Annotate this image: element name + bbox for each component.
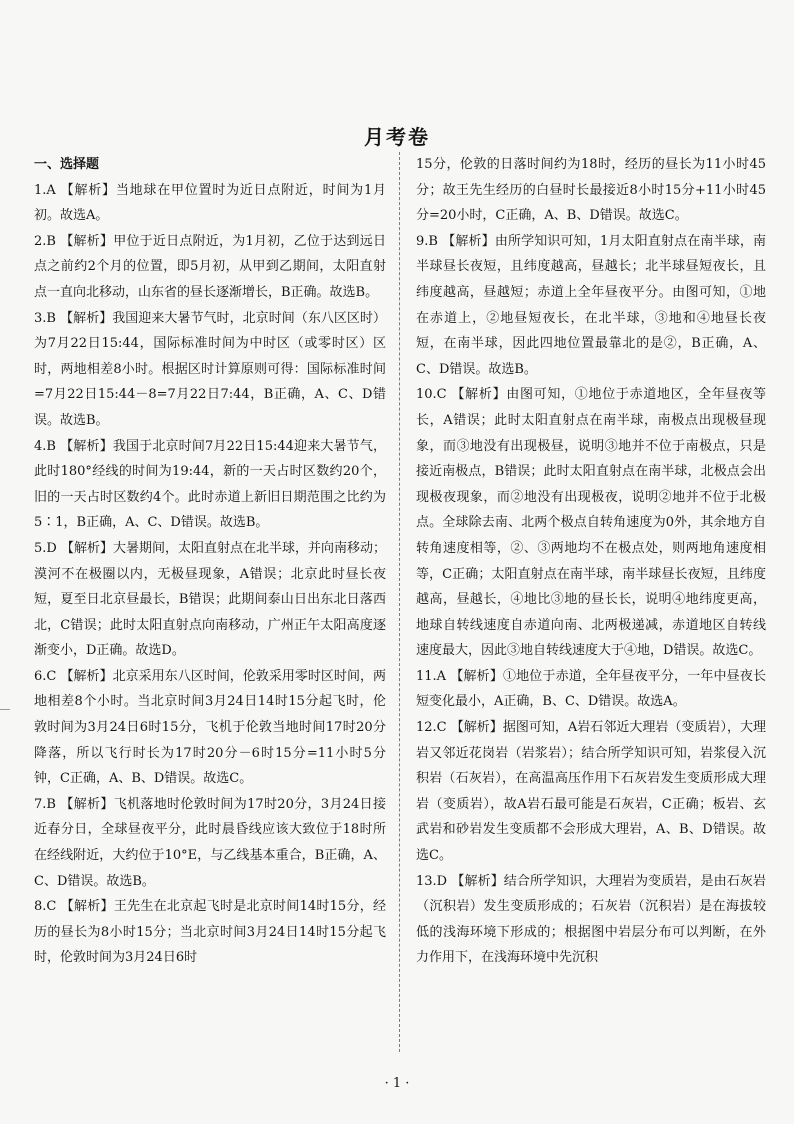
question-10: 10.C 【解析】由图可知，①地位于赤道地区，全年昼夜等长，A错误；此时太阳直射点在南半球，南极点出现极昼现象，而③地没有出现极昼，说明③地并不位于南极点，只是接近南极点，B错误；此时太阳直射点在南半球，北极点会出现极夜现象，而②地没有出现极夜，说明②地并不位于北极点。全球除去南、北两个极点自转角速度为0外，其余地方自转角速度相等，②、③两地均不在极点处，则两地角速度相等，C正确；太阳直射点在南半球，南半球昼长夜短，且纬度越高，昼越长，④地比③地的昼长长，说明④地纬度更高，地球自转线速度自赤道向南、北两极递减，赤道地区自转线速度最大，因此③地自转线速度大于④地，D错误。故选C。	[416, 387, 766, 659]
question-2: 2.B 【解析】甲位于近日点附近，为1月初，乙位于达到远日点之前约2个月的位置，即5月初，从甲到乙期间，太阳直射点一直向北移动，山东省的昼长逐渐增长，B正确。故选B。	[34, 233, 386, 300]
page-title: 月考卷	[364, 125, 430, 149]
scan-edge-mark	[0, 709, 10, 710]
question-8: 8.C 【解析】王先生在北京起飞时是北京时间14时15分，经历的昼长为8小时15分；当北京时间3月24日14时15分起飞时，伦敦时间为3月24日6时	[34, 899, 386, 966]
question-6: 6.C 【解析】北京采用东八区时间，伦敦采用零时区时间，两地相差8个小时。当北京时间3月24日14时15分起飞时，伦敦时间为3月24日6时15分，飞机于伦敦当地时间17时20分降落，所以飞行时长为17时20分－6时15分=11小时5分钟，C正确，A、B、D错误。故选C。	[34, 668, 386, 787]
question-12: 12.C 【解析】据图可知，A岩石邻近大理岩（变质岩），大理岩又邻近花岗岩（岩浆岩）；结合所学知识可知，岩浆侵入沉积岩（石灰岩），在高温高压作用下石灰岩发生变质形成大理岩（变质岩），故A岩石最可能是石灰岩，C正确；板岩、玄武岩和砂岩发生变质都不会形成大理岩，A、B、D错误。故选C。	[416, 720, 766, 864]
question-1: 1.A 【解析】当地球在甲位置时为近日点附近，时间为1月初。故选A。	[34, 182, 386, 224]
question-9: 9.B 【解析】由所学知识可知，1月太阳直射点在南半球，南半球昼长夜短，且纬度越高，昼越长；北半球昼短夜长，且纬度越高，昼越短；赤道上全年昼夜平分。由图可知，①地在赤道上，②地昼短夜长，在北半球，③地和④地昼长夜短，在南半球，因此四地位置最靠北的是②，B正确，A、C、D错误。故选B。	[416, 233, 766, 377]
question-7: 7.B 【解析】飞机落地时伦敦时间为17时20分，3月24日接近春分日，全球昼夜平分，此时晨昏线应该大致位于18时所在经线附近，大约位于10°E，与乙线基本重合，B正确，A、C、D错误。故选B。	[34, 796, 386, 889]
question-13: 13.D 【解析】结合所学知识，大理岩为变质岩，是由石灰岩（沉积岩）发生变质形成的；石灰岩（沉积岩）是在海拔较低的浅海环境下形成的；根据图中岩层分布可以判断，在外力作用下，在浅海环境中先沉积	[416, 873, 766, 966]
question-3: 3.B 【解析】我国迎来大暑节气时，北京时间（东八区区时）为7月22日15:44，国际标准时间为中时区（或零时区）区时，两地相差8小时。根据区时计算原则可得：国际标准时间=7月22日15:44－8=7月22日7:44，B正确，A、C、D错误。故选B。	[34, 310, 386, 428]
column-divider	[399, 152, 400, 1052]
question-4: 4.B 【解析】我国于北京时间7月22日15:44迎来大暑节气，此时180°经线的时间为19:44，新的一天占时区数约20个，旧的一天占时区数约4个。此时赤道上新旧日期范围之比约为5∶1，B正确，A、C、D错误。故选B。	[34, 438, 386, 531]
question-5: 5.D 【解析】大暑期间，太阳直射点在北半球，并向南移动；漠河不在极圈以内，无极昼现象，A错误；北京此时昼长夜短，夏至日北京昼最长，B错误；此期间泰山日出东北日落西北，C错误；此时太阳直射点向南移动，广州正午太阳高度逐渐变小，D正确。故选D。	[34, 540, 386, 659]
question-11: 11.A 【解析】①地位于赤道，全年昼夜平分，一年中昼夜长短变化最小，A正确，B、C、D错误。故选A。	[416, 668, 766, 710]
question-8-continued: 15分，伦敦的日落时间约为18时，经历的昼长为11小时45分；故王先生经历的白昼时长最接近8小时15分+11小时45分=20小时，C正确，A、B、D错误。故选C。	[416, 157, 766, 224]
section-title: 一、选择题	[34, 157, 100, 172]
right-column	[416, 152, 766, 971]
left-column	[34, 152, 386, 971]
page-number: · 1 ·	[384, 1076, 410, 1091]
